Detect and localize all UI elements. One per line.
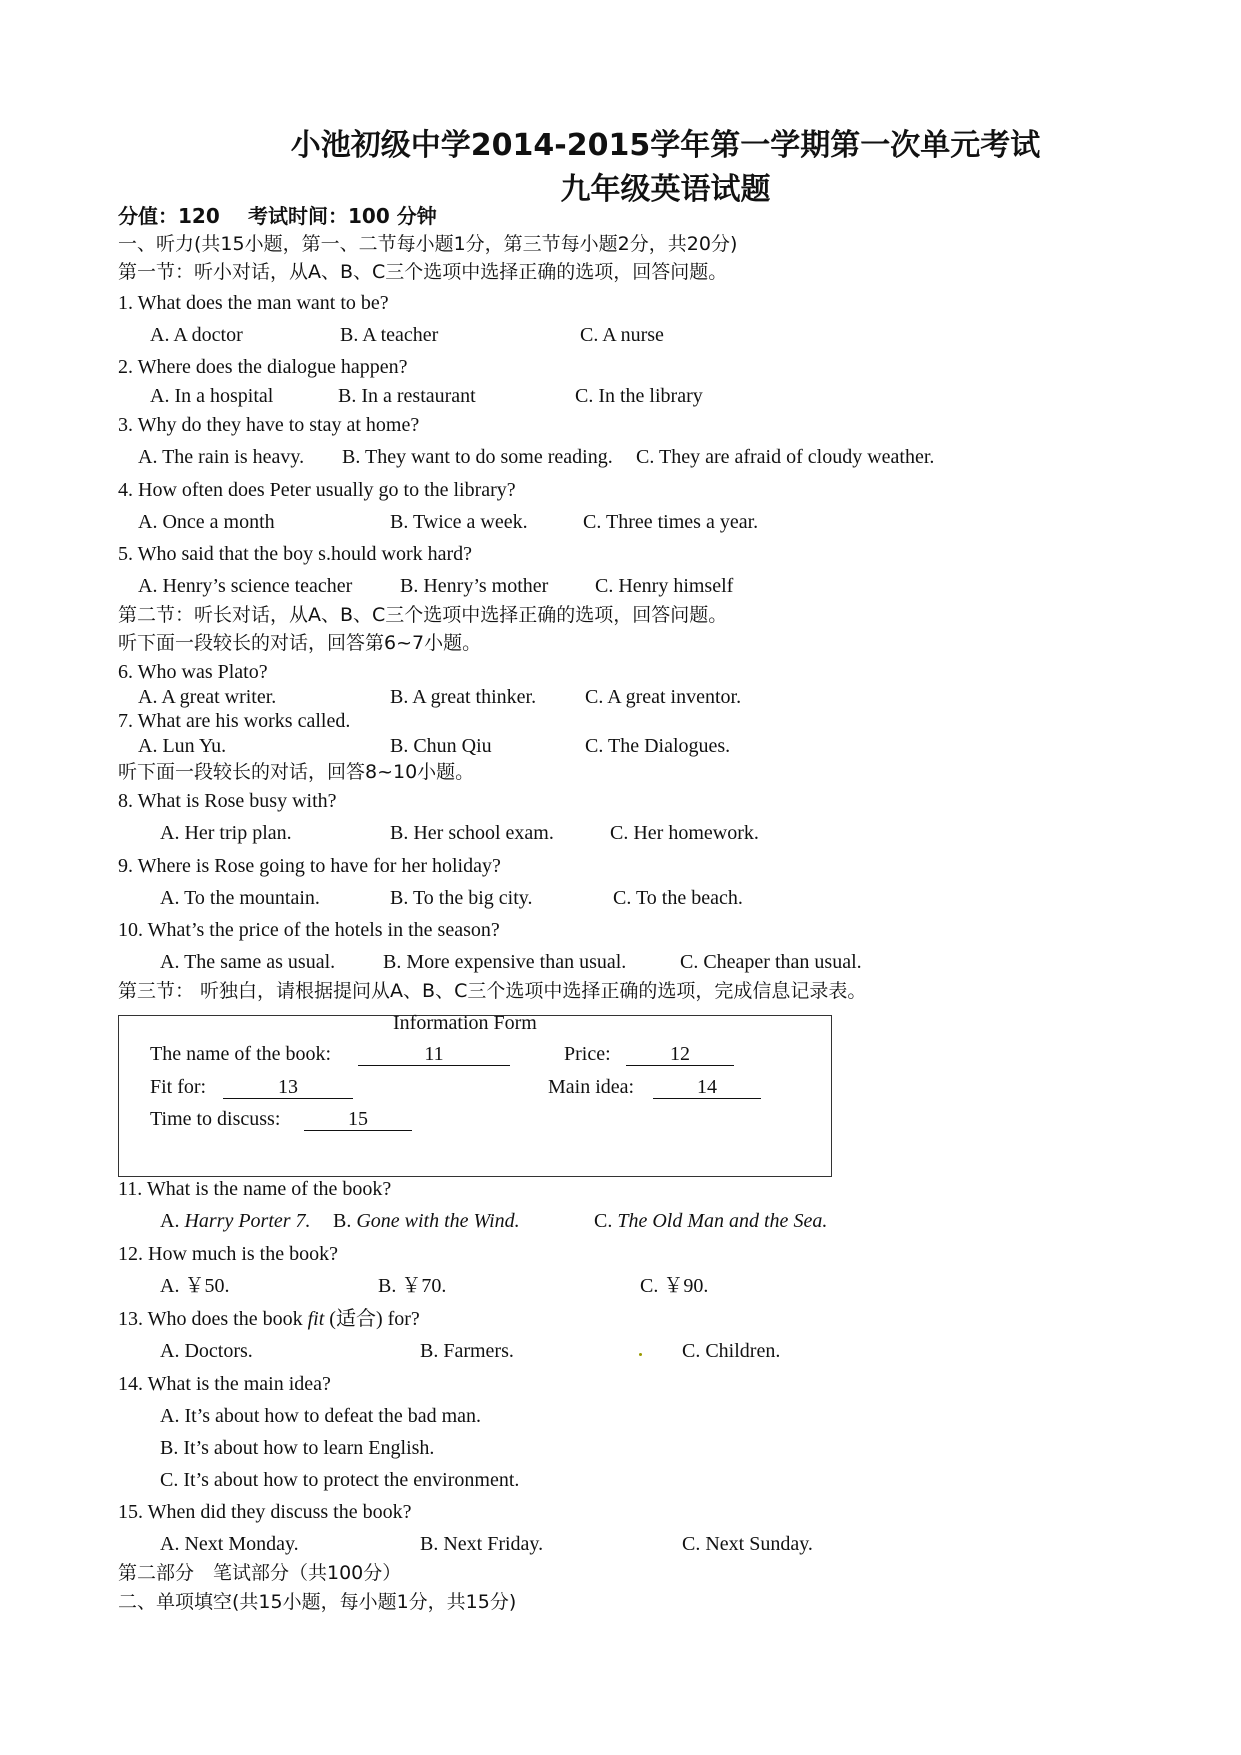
section3-heading: 第三节： 听独白，请根据提问从A、B、C三个选项中选择正确的选项，完成信息记录表。 — [118, 980, 867, 1002]
question-6: 6. Who was Plato? — [118, 661, 268, 683]
q1-option-c: C. A nurse — [580, 324, 664, 346]
form-fit-blank: 13 — [223, 1076, 353, 1099]
q5-option-b: B. Henry’s mother — [400, 575, 549, 597]
stray-dot — [639, 1353, 642, 1356]
q6-option-b: B. A great thinker. — [390, 686, 537, 708]
q8-option-b: B. Her school exam. — [390, 822, 554, 844]
q13-option-a: A. Doctors. — [160, 1340, 253, 1362]
question-10: 10. What’s the price of the hotels in the season? — [118, 919, 500, 941]
q5-option-a: A. Henry’s science teacher — [138, 575, 353, 597]
q12-option-c: C. ￥90. — [640, 1275, 709, 1297]
form-idea-label: Main idea: — [548, 1076, 635, 1098]
q5-option-c: C. Henry himself — [595, 575, 734, 597]
score-info: 分值：120 — [118, 204, 220, 228]
q6-option-a: A. A great writer. — [138, 686, 277, 708]
form-price-blank: 12 — [626, 1043, 734, 1066]
part2-section-heading: 二、单项填空(共15小题，每小题1分，共15分) — [118, 1591, 517, 1613]
q11-option-b: B. Gone with the Wind. — [333, 1210, 520, 1232]
q14-option-a: A. It’s about how to defeat the bad man. — [160, 1405, 482, 1427]
part1-heading: 一、听力(共15小题，第一、二节每小题1分，第三节每小题2分，共20分) — [118, 233, 738, 255]
q7-option-b: B. Chun Qiu — [390, 735, 492, 757]
question-13: 13. Who does the book fit (适合) for? — [118, 1308, 420, 1330]
section2-heading: 第二节：听长对话，从A、B、C三个选项中选择正确的选项，回答问题。 — [118, 604, 728, 626]
q14-option-b: B. It’s about how to learn English. — [160, 1437, 435, 1459]
question-8: 8. What is Rose busy with? — [118, 790, 337, 812]
question-14: 14. What is the main idea? — [118, 1373, 331, 1395]
form-price-label: Price: — [564, 1043, 611, 1065]
q7-option-a: A. Lun Yu. — [138, 735, 227, 757]
q3-option-a: A. The rain is heavy. — [138, 446, 305, 468]
q15-option-a: A. Next Monday. — [160, 1533, 299, 1555]
form-book-label: The name of the book: — [150, 1043, 332, 1065]
q2-option-a: A. In a hospital — [150, 385, 274, 407]
q4-option-b: B. Twice a week. — [390, 511, 528, 533]
question-7: 7. What are his works called. — [118, 710, 351, 732]
question-1: 1. What does the man want to be? — [118, 292, 389, 314]
q10-option-a: A. The same as usual. — [160, 951, 336, 973]
form-fit-label: Fit for: — [150, 1076, 207, 1098]
question-12: 12. How much is the book? — [118, 1243, 338, 1265]
form-time-blank: 15 — [304, 1108, 412, 1131]
time-info: 考试时间：100 分钟 — [248, 204, 437, 228]
q2-option-b: B. In a restaurant — [338, 385, 476, 407]
q6-option-c: C. A great inventor. — [585, 686, 742, 708]
part2-heading: 第二部分 笔试部分（共100分） — [118, 1562, 402, 1584]
q3-option-b: B. They want to do some reading. — [342, 446, 613, 468]
q9-option-b: B. To the big city. — [390, 887, 533, 909]
q12-option-b: B. ￥70. — [378, 1275, 447, 1297]
q3-option-c: C. They are afraid of cloudy weather. — [636, 446, 935, 468]
q12-option-a: A. ￥50. — [160, 1275, 230, 1297]
form-time-label: Time to discuss: — [150, 1108, 281, 1130]
q8-option-a: A. Her trip plan. — [160, 822, 292, 844]
section2-sub2: 听下面一段较长的对话，回答8~10小题。 — [118, 761, 475, 783]
q11-option-c: C. The Old Man and the Sea. — [594, 1210, 828, 1232]
q11-option-a: A. Harry Porter 7. — [160, 1210, 311, 1232]
q10-option-b: B. More expensive than usual. — [383, 951, 627, 973]
question-5: 5. Who said that the boy s.hould work hard? — [118, 543, 473, 565]
exam-subtitle: 九年级英语试题 — [560, 172, 771, 207]
exam-title: 小池初级中学2014-2015学年第一学期第一次单元考试 — [290, 128, 1041, 163]
q8-option-c: C. Her homework. — [610, 822, 759, 844]
q14-option-c: C. It’s about how to protect the environment. — [160, 1469, 520, 1491]
q13-option-b: B. Farmers. — [420, 1340, 514, 1362]
question-15: 15. When did they discuss the book? — [118, 1501, 412, 1523]
q10-option-c: C. Cheaper than usual. — [680, 951, 862, 973]
question-9: 9. Where is Rose going to have for her holiday? — [118, 855, 501, 877]
q4-option-c: C. Three times a year. — [583, 511, 759, 533]
section2-sub1: 听下面一段较长的对话，回答第6~7小题。 — [118, 632, 482, 654]
q7-option-c: C. The Dialogues. — [585, 735, 731, 757]
form-book-blank: 11 — [358, 1043, 510, 1066]
form-idea-blank: 14 — [653, 1076, 761, 1099]
question-2: 2. Where does the dialogue happen? — [118, 356, 408, 378]
q2-option-c: C. In the library — [575, 385, 703, 407]
q13-option-c: C. Children. — [682, 1340, 781, 1362]
section1-heading: 第一节：听小对话，从A、B、C三个选项中选择正确的选项，回答问题。 — [118, 261, 728, 283]
q15-option-c: C. Next Sunday. — [682, 1533, 813, 1555]
question-4: 4. How often does Peter usually go to the library? — [118, 479, 516, 501]
question-11: 11. What is the name of the book? — [118, 1178, 392, 1200]
q9-option-a: A. To the mountain. — [160, 887, 320, 909]
q1-option-b: B. A teacher — [340, 324, 439, 346]
question-3: 3. Why do they have to stay at home? — [118, 414, 420, 436]
form-title: Information Form — [393, 1012, 537, 1034]
q15-option-b: B. Next Friday. — [420, 1533, 544, 1555]
q1-option-a: A. A doctor — [150, 324, 243, 346]
q4-option-a: A. Once a month — [138, 511, 275, 533]
q9-option-c: C. To the beach. — [613, 887, 743, 909]
